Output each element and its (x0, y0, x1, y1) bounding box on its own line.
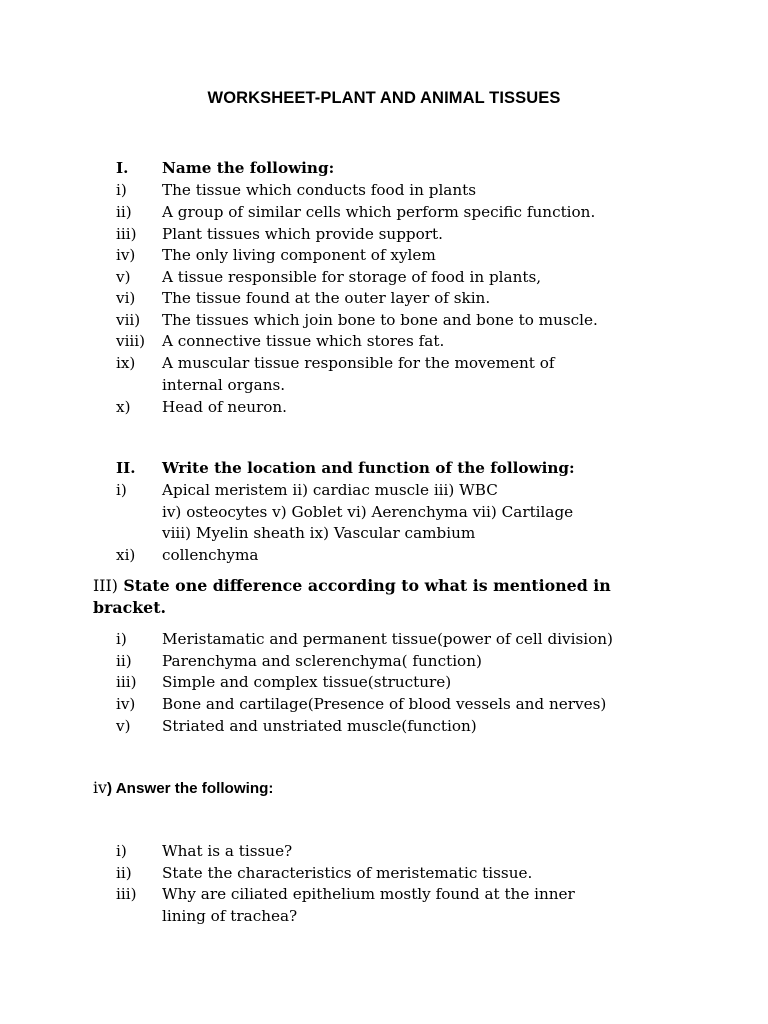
item-number: x) (116, 398, 131, 416)
item-text: Striated and unstriated muscle(function) (162, 717, 477, 735)
item-number: i) (116, 181, 127, 199)
item-text: viii) Myelin sheath ix) Vascular cambium (162, 524, 476, 542)
item-text: Bone and cartilage(Presence of blood vessels and nerves) (162, 695, 607, 713)
item-text: Parenchyma and sclerenchyma( function) (162, 652, 482, 670)
section-1-number: I. (116, 159, 129, 177)
item-number: i) (116, 481, 127, 499)
section-3-number: III) (93, 576, 118, 595)
item-text: The tissue found at the outer layer of skin. (162, 289, 491, 307)
item-number: xi) (116, 546, 136, 564)
item-number: iv) (116, 695, 136, 713)
item-text: Apical meristem ii) cardiac muscle iii) WBC (162, 481, 498, 499)
section-3-heading (93, 575, 611, 597)
page-title: WORKSHEET-PLANT AND ANIMAL TISSUES (207, 89, 561, 107)
item-text: internal organs. (162, 376, 286, 394)
item-number: iii) (116, 225, 137, 243)
item-text: lining of trachea? (162, 907, 298, 925)
item-text: A connective tissue which stores fat. (162, 332, 445, 350)
item-number: i) (116, 842, 127, 860)
item-number: v) (116, 717, 131, 735)
item-number: ii) (116, 652, 132, 670)
item-number: ii) (116, 864, 132, 882)
item-number: ii) (116, 203, 132, 221)
section-2-title: Write the location and function of the following: (162, 459, 575, 477)
item-text: Head of neuron. (162, 398, 287, 416)
section-4-number: iv (93, 778, 107, 797)
item-text: State the characteristics of meristematic tissue. (162, 864, 533, 882)
item-text: Why are ciliated epithelium mostly found at the inner (162, 885, 575, 903)
section-1-title: Name the following: (162, 159, 335, 177)
section-4-title: ) Answer the following: (106, 780, 274, 797)
item-number: i) (116, 630, 127, 648)
item-text: A muscular tissue responsible for the movement of (162, 354, 555, 372)
item-number: vii) (116, 311, 141, 329)
item-text: collenchyma (162, 546, 259, 564)
item-text: Plant tissues which provide support. (162, 225, 443, 243)
item-number: iii) (116, 673, 137, 691)
item-number: iii) (116, 885, 137, 903)
item-text: iv) osteocytes v) Goblet vi) Aerenchyma vii) Cartilage (162, 503, 574, 521)
section-3-title-line-1: State one difference according to what is mentioned in (117, 576, 611, 595)
item-number: ix) (116, 354, 136, 372)
item-number: viii) (116, 332, 146, 350)
item-text: The tissues which join bone to bone and bone to muscle. (162, 311, 598, 329)
item-text: What is a tissue? (162, 842, 293, 860)
item-text: The only living component of xylem (162, 246, 436, 264)
item-text: Simple and complex tissue(structure) (162, 673, 452, 691)
item-text: A group of similar cells which perform specific function. (162, 203, 596, 221)
item-text: The tissue which conducts food in plants (162, 181, 477, 199)
item-number: v) (116, 268, 131, 286)
section-3-title-line-2: bracket. (93, 598, 167, 617)
section-4-heading (93, 777, 273, 800)
item-text: Meristamatic and permanent tissue(power of cell division) (162, 630, 613, 648)
item-number: iv) (116, 246, 136, 264)
section-2-number: II. (116, 459, 136, 477)
item-number: vi) (116, 289, 136, 307)
item-text: A tissue responsible for storage of food in plants, (162, 268, 542, 286)
